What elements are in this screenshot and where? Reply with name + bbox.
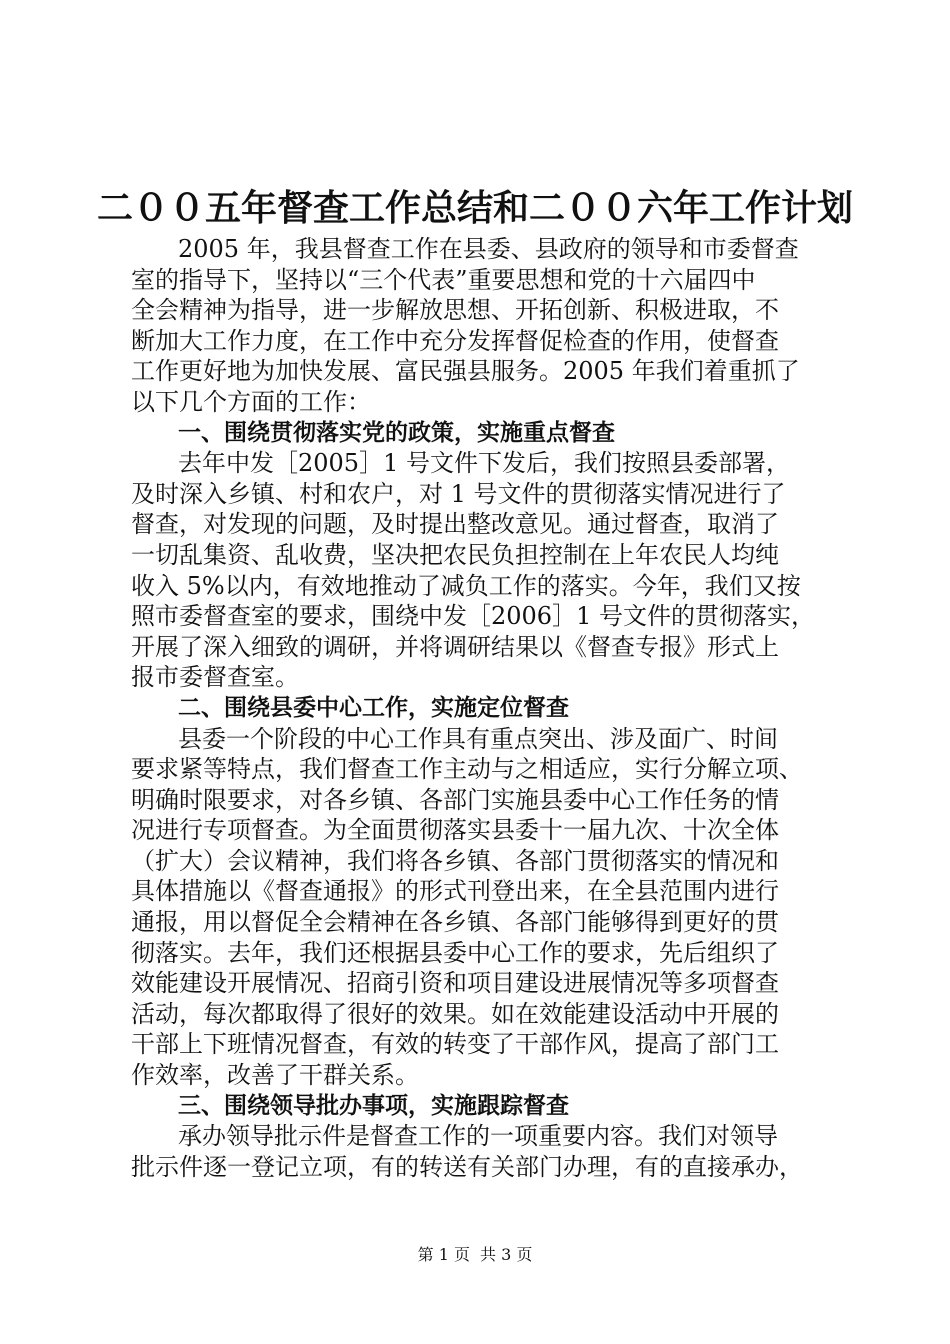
text-line: 全会精神为指导，进一步解放思想、开拓创新、积极进取，不 [131, 296, 779, 325]
text-line: 明确时限要求，对各乡镇、各部门实施县委中心工作任务的情 [131, 785, 779, 814]
text-line: 况进行专项督查。为全面贯彻落实县委十一届九次、十次全体 [131, 816, 779, 845]
text-line: 承办领导批示件是督查工作的一项重要内容。我们对领导 [178, 1122, 778, 1151]
document-title: 二００五年督查工作总结和二００六年工作计划 [96, 187, 853, 229]
text-line: 2005 年，我县督查工作在县委、县政府的领导和市委督查 [178, 235, 799, 263]
section-heading: 三、围绕领导批办事项，实施跟踪督查 [178, 1092, 569, 1119]
text-line: 报市委督查室。 [131, 663, 299, 692]
text-line: 活动，每次都取得了很好的效果。如在效能建设活动中开展的 [131, 999, 779, 1028]
text-line: 收入 5%以内，有效地推动了减负工作的落实。今年，我们又按 [131, 571, 801, 600]
text-line: （扩大）会议精神，我们将各乡镇、各部门贯彻落实的情况和 [131, 846, 779, 875]
page-total: 共 3 页 [480, 1245, 533, 1264]
text-line: 批示件逐一登记立项，有的转送有关部门办理，有的直接承办， [131, 1152, 803, 1181]
text-line: 工作更好地为加快发展、富民强县服务。2005 年我们着重抓了 [131, 357, 800, 386]
text-line: 去年中发［2005］1 号文件下发后，我们按照县委部署， [178, 449, 790, 478]
text-line: 开展了深入细致的调研，并将调研结果以《督查专报》形式上 [131, 632, 779, 661]
document-body [131, 234, 831, 1182]
page-footer [0, 1240, 950, 1270]
text-line: 干部上下班情况督查，有效的转变了干部作风，提高了部门工 [131, 1030, 779, 1059]
text-line: 断加大工作力度，在工作中充分发挥督促检查的作用，使督查 [131, 326, 779, 355]
section-heading: 一、围绕贯彻落实党的政策，实施重点督查 [178, 419, 615, 446]
text-line: 以下几个方面的工作： [131, 387, 371, 416]
text-line: 照市委督查室的要求，围绕中发［2006］1 号文件的贯彻落实， [131, 602, 815, 631]
text-line: 督查，对发现的问题，及时提出整改意见。通过督查，取消了 [131, 510, 779, 539]
text-line: 彻落实。去年，我们还根据县委中心工作的要求，先后组织了 [131, 938, 779, 967]
page-number: 第 1 页 [417, 1245, 470, 1264]
text-line: 及时深入乡镇、村和农户，对 1 号文件的贯彻落实情况进行了 [131, 479, 786, 508]
text-line: 作效率，改善了干群关系。 [131, 1061, 419, 1090]
section-heading: 二、围绕县委中心工作，实施定位督查 [178, 694, 569, 721]
text-line: 具体措施以《督查通报》的形式刊登出来，在全县范围内进行 [131, 877, 779, 906]
text-line: 效能建设开展情况、招商引资和项目建设进展情况等多项督查 [131, 969, 779, 998]
text-line: 通报，用以督促全会精神在各乡镇、各部门能够得到更好的贯 [131, 908, 779, 937]
text-line: 室的指导下，坚持以“三个代表”重要思想和党的十六届四中 [131, 265, 756, 294]
text-line: 要求紧等特点，我们督查工作主动与之相适应，实行分解立项、 [131, 755, 803, 784]
text-line: 一切乱集资、乱收费，坚决把农民负担控制在上年农民人均纯 [131, 540, 779, 569]
text-line: 县委一个阶段的中心工作具有重点突出、涉及面广、时间 [178, 724, 778, 753]
